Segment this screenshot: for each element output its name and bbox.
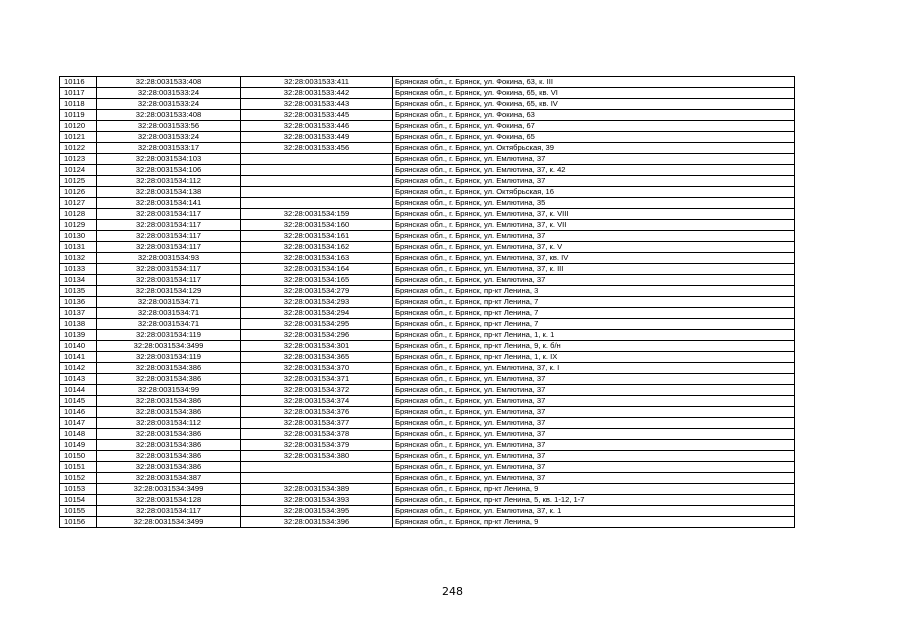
row-number-cell: 10123 (60, 154, 97, 165)
table-row (60, 363, 795, 374)
land-cadastral-number-cell: 32:28:0031534:112 (97, 418, 241, 429)
object-cadastral-number-cell (241, 473, 393, 484)
address-cell: Брянская обл., г. Брянск, ул. Емлютина, 37 (393, 418, 795, 429)
row-number-cell: 10148 (60, 429, 97, 440)
land-cadastral-number-cell: 32:28:0031533:24 (97, 99, 241, 110)
table-row (60, 209, 795, 220)
address-cell: Брянская обл., г. Брянск, пр-кт Ленина, 9 (393, 517, 795, 528)
land-cadastral-number-cell: 32:28:0031534:71 (97, 319, 241, 330)
land-cadastral-number-cell: 32:28:0031534:386 (97, 429, 241, 440)
table-row (60, 308, 795, 319)
object-cadastral-number-cell: 32:28:0031533:442 (241, 88, 393, 99)
object-cadastral-number-cell: 32:28:0031534:393 (241, 495, 393, 506)
address-cell: Брянская обл., г. Брянск, ул. Фокина, 63, к. III (393, 77, 795, 88)
row-number-cell: 10144 (60, 385, 97, 396)
address-cell: Брянская обл., г. Брянск, ул. Емлютина, 37 (393, 429, 795, 440)
object-cadastral-number-cell: 32:28:0031534:165 (241, 275, 393, 286)
object-cadastral-number-cell: 32:28:0031534:374 (241, 396, 393, 407)
table-row (60, 330, 795, 341)
table-row (60, 99, 795, 110)
address-cell: Брянская обл., г. Брянск, ул. Емлютина, 35 (393, 198, 795, 209)
address-cell: Брянская обл., г. Брянск, ул. Емлютина, 37 (393, 451, 795, 462)
table-row (60, 286, 795, 297)
object-cadastral-number-cell: 32:28:0031534:371 (241, 374, 393, 385)
row-number-cell: 10156 (60, 517, 97, 528)
object-cadastral-number-cell: 32:28:0031534:395 (241, 506, 393, 517)
object-cadastral-number-cell: 32:28:0031534:162 (241, 242, 393, 253)
object-cadastral-number-cell (241, 198, 393, 209)
table-row (60, 429, 795, 440)
land-cadastral-number-cell: 32:28:0031534:128 (97, 495, 241, 506)
object-cadastral-number-cell: 32:28:0031533:411 (241, 77, 393, 88)
land-cadastral-number-cell: 32:28:0031534:3499 (97, 484, 241, 495)
land-cadastral-number-cell: 32:28:0031534:117 (97, 264, 241, 275)
object-cadastral-number-cell: 32:28:0031534:301 (241, 341, 393, 352)
address-cell: Брянская обл., г. Брянск, ул. Емлютина, 37 (393, 407, 795, 418)
row-number-cell: 10124 (60, 165, 97, 176)
address-cell: Брянская обл., г. Брянск, ул. Фокина, 63 (393, 110, 795, 121)
table-row (60, 484, 795, 495)
object-cadastral-number-cell: 32:28:0031534:377 (241, 418, 393, 429)
table-row (60, 396, 795, 407)
object-cadastral-number-cell: 32:28:0031534:380 (241, 451, 393, 462)
land-cadastral-number-cell: 32:28:0031534:138 (97, 187, 241, 198)
land-cadastral-number-cell: 32:28:0031534:119 (97, 330, 241, 341)
table-row (60, 451, 795, 462)
address-cell: Брянская обл., г. Брянск, ул. Фокина, 65, кв. VI (393, 88, 795, 99)
land-cadastral-number-cell: 32:28:0031534:93 (97, 253, 241, 264)
row-number-cell: 10129 (60, 220, 97, 231)
table-row (60, 176, 795, 187)
land-cadastral-number-cell: 32:28:0031534:3499 (97, 341, 241, 352)
address-cell: Брянская обл., г. Брянск, ул. Емлютина, 37, к. 1 (393, 506, 795, 517)
address-cell: Брянская обл., г. Брянск, ул. Емлютина, 37 (393, 176, 795, 187)
address-cell: Брянская обл., г. Брянск, ул. Емлютина, 37 (393, 231, 795, 242)
object-cadastral-number-cell: 32:28:0031534:161 (241, 231, 393, 242)
table-row (60, 341, 795, 352)
address-cell: Брянская обл., г. Брянск, пр-кт Ленина, 9 (393, 484, 795, 495)
land-cadastral-number-cell: 32:28:0031534:112 (97, 176, 241, 187)
table-row (60, 132, 795, 143)
address-cell: Брянская обл., г. Брянск, ул. Емлютина, 37 (393, 385, 795, 396)
land-cadastral-number-cell: 32:28:0031534:129 (97, 286, 241, 297)
land-cadastral-number-cell: 32:28:0031534:386 (97, 451, 241, 462)
table-row (60, 198, 795, 209)
object-cadastral-number-cell: 32:28:0031534:296 (241, 330, 393, 341)
table-row (60, 352, 795, 363)
table-row (60, 220, 795, 231)
table-row (60, 319, 795, 330)
land-cadastral-number-cell: 32:28:0031533:56 (97, 121, 241, 132)
land-cadastral-number-cell: 32:28:0031534:386 (97, 462, 241, 473)
table-row (60, 418, 795, 429)
address-cell: Брянская обл., г. Брянск, ул. Октябрьская, 39 (393, 143, 795, 154)
address-cell: Брянская обл., г. Брянск, ул. Емлютина, 37, к. V (393, 242, 795, 253)
registry-table (59, 76, 795, 528)
object-cadastral-number-cell (241, 462, 393, 473)
object-cadastral-number-cell: 32:28:0031534:279 (241, 286, 393, 297)
address-cell: Брянская обл., г. Брянск, ул. Емлютина, 37, к. I (393, 363, 795, 374)
table-row (60, 297, 795, 308)
row-number-cell: 10120 (60, 121, 97, 132)
object-cadastral-number-cell: 32:28:0031534:159 (241, 209, 393, 220)
table-row (60, 462, 795, 473)
row-number-cell: 10155 (60, 506, 97, 517)
address-cell: Брянская обл., г. Брянск, пр-кт Ленина, 7 (393, 319, 795, 330)
object-cadastral-number-cell: 32:28:0031534:294 (241, 308, 393, 319)
address-cell: Брянская обл., г. Брянск, ул. Емлютина, 37, к. VII (393, 220, 795, 231)
row-number-cell: 10139 (60, 330, 97, 341)
object-cadastral-number-cell: 32:28:0031534:293 (241, 297, 393, 308)
address-cell: Брянская обл., г. Брянск, ул. Емлютина, 37 (393, 440, 795, 451)
row-number-cell: 10136 (60, 297, 97, 308)
object-cadastral-number-cell: 32:28:0031534:379 (241, 440, 393, 451)
address-cell: Брянская обл., г. Брянск, ул. Фокина, 65, кв. IV (393, 99, 795, 110)
object-cadastral-number-cell: 32:28:0031533:456 (241, 143, 393, 154)
object-cadastral-number-cell: 32:28:0031533:449 (241, 132, 393, 143)
object-cadastral-number-cell: 32:28:0031534:372 (241, 385, 393, 396)
table-row (60, 121, 795, 132)
row-number-cell: 10137 (60, 308, 97, 319)
address-cell: Брянская обл., г. Брянск, пр-кт Ленина, 7 (393, 308, 795, 319)
object-cadastral-number-cell: 32:28:0031534:365 (241, 352, 393, 363)
address-cell: Брянская обл., г. Брянск, ул. Емлютина, 37, кв. IV (393, 253, 795, 264)
object-cadastral-number-cell: 32:28:0031534:160 (241, 220, 393, 231)
address-cell: Брянская обл., г. Брянск, пр-кт Ленина, 5, кв. 1-12, 1-7 (393, 495, 795, 506)
address-cell: Брянская обл., г. Брянск, ул. Емлютина, 37, к. VIII (393, 209, 795, 220)
row-number-cell: 10145 (60, 396, 97, 407)
land-cadastral-number-cell: 32:28:0031533:408 (97, 110, 241, 121)
row-number-cell: 10150 (60, 451, 97, 462)
table-row (60, 374, 795, 385)
table-row (60, 495, 795, 506)
object-cadastral-number-cell (241, 176, 393, 187)
address-cell: Брянская обл., г. Брянск, ул. Емлютина, 37 (393, 396, 795, 407)
land-cadastral-number-cell: 32:28:0031534:103 (97, 154, 241, 165)
land-cadastral-number-cell: 32:28:0031534:141 (97, 198, 241, 209)
address-cell: Брянская обл., г. Брянск, ул. Октябрьская, 16 (393, 187, 795, 198)
land-cadastral-number-cell: 32:28:0031534:71 (97, 308, 241, 319)
land-cadastral-number-cell: 32:28:0031534:71 (97, 297, 241, 308)
table-row (60, 275, 795, 286)
address-cell: Брянская обл., г. Брянск, ул. Фокина, 67 (393, 121, 795, 132)
object-cadastral-number-cell: 32:28:0031534:295 (241, 319, 393, 330)
row-number-cell: 10141 (60, 352, 97, 363)
row-number-cell: 10140 (60, 341, 97, 352)
land-cadastral-number-cell: 32:28:0031534:117 (97, 231, 241, 242)
row-number-cell: 10116 (60, 77, 97, 88)
address-cell: Брянская обл., г. Брянск, ул. Емлютина, 37 (393, 275, 795, 286)
row-number-cell: 10149 (60, 440, 97, 451)
land-cadastral-number-cell: 32:28:0031534:117 (97, 220, 241, 231)
address-cell: Брянская обл., г. Брянск, ул. Емлютина, 37 (393, 154, 795, 165)
object-cadastral-number-cell: 32:28:0031534:376 (241, 407, 393, 418)
row-number-cell: 10133 (60, 264, 97, 275)
row-number-cell: 10153 (60, 484, 97, 495)
table-row (60, 506, 795, 517)
table-row (60, 143, 795, 154)
table-row (60, 440, 795, 451)
table-row (60, 154, 795, 165)
row-number-cell: 10151 (60, 462, 97, 473)
row-number-cell: 10142 (60, 363, 97, 374)
land-cadastral-number-cell: 32:28:0031534:387 (97, 473, 241, 484)
address-cell: Брянская обл., г. Брянск, ул. Фокина, 65 (393, 132, 795, 143)
land-cadastral-number-cell: 32:28:0031534:117 (97, 209, 241, 220)
table-row (60, 231, 795, 242)
address-cell: Брянская обл., г. Брянск, пр-кт Ленина, 1, к. IX (393, 352, 795, 363)
table-row (60, 242, 795, 253)
table-row (60, 187, 795, 198)
table-row (60, 77, 795, 88)
address-cell: Брянская обл., г. Брянск, ул. Емлютина, 37 (393, 473, 795, 484)
table-row (60, 88, 795, 99)
address-cell: Брянская обл., г. Брянск, ул. Емлютина, 37 (393, 374, 795, 385)
object-cadastral-number-cell: 32:28:0031534:396 (241, 517, 393, 528)
row-number-cell: 10131 (60, 242, 97, 253)
object-cadastral-number-cell (241, 187, 393, 198)
row-number-cell: 10121 (60, 132, 97, 143)
address-cell: Брянская обл., г. Брянск, ул. Емлютина, 37 (393, 462, 795, 473)
table-row (60, 253, 795, 264)
page-number: 248 (442, 585, 463, 598)
land-cadastral-number-cell: 32:28:0031534:119 (97, 352, 241, 363)
row-number-cell: 10135 (60, 286, 97, 297)
land-cadastral-number-cell: 32:28:0031533:17 (97, 143, 241, 154)
row-number-cell: 10119 (60, 110, 97, 121)
land-cadastral-number-cell: 32:28:0031533:24 (97, 132, 241, 143)
row-number-cell: 10152 (60, 473, 97, 484)
row-number-cell: 10126 (60, 187, 97, 198)
object-cadastral-number-cell: 32:28:0031534:378 (241, 429, 393, 440)
row-number-cell: 10122 (60, 143, 97, 154)
table-row (60, 264, 795, 275)
row-number-cell: 10118 (60, 99, 97, 110)
table-row (60, 517, 795, 528)
table-row (60, 407, 795, 418)
object-cadastral-number-cell: 32:28:0031534:389 (241, 484, 393, 495)
row-number-cell: 10125 (60, 176, 97, 187)
object-cadastral-number-cell: 32:28:0031533:446 (241, 121, 393, 132)
land-cadastral-number-cell: 32:28:0031534:386 (97, 374, 241, 385)
row-number-cell: 10117 (60, 88, 97, 99)
row-number-cell: 10147 (60, 418, 97, 429)
row-number-cell: 10130 (60, 231, 97, 242)
table-row (60, 110, 795, 121)
registry-table-body (60, 77, 795, 528)
object-cadastral-number-cell: 32:28:0031534:164 (241, 264, 393, 275)
land-cadastral-number-cell: 32:28:0031534:386 (97, 440, 241, 451)
land-cadastral-number-cell: 32:28:0031533:24 (97, 88, 241, 99)
row-number-cell: 10134 (60, 275, 97, 286)
land-cadastral-number-cell: 32:28:0031534:117 (97, 242, 241, 253)
row-number-cell: 10132 (60, 253, 97, 264)
address-cell: Брянская обл., г. Брянск, пр-кт Ленина, 7 (393, 297, 795, 308)
land-cadastral-number-cell: 32:28:0031534:386 (97, 407, 241, 418)
land-cadastral-number-cell: 32:28:0031534:386 (97, 363, 241, 374)
land-cadastral-number-cell: 32:28:0031534:117 (97, 506, 241, 517)
table-row (60, 473, 795, 484)
row-number-cell: 10154 (60, 495, 97, 506)
row-number-cell: 10143 (60, 374, 97, 385)
row-number-cell: 10128 (60, 209, 97, 220)
row-number-cell: 10127 (60, 198, 97, 209)
object-cadastral-number-cell: 32:28:0031533:445 (241, 110, 393, 121)
address-cell: Брянская обл., г. Брянск, пр-кт Ленина, 9, к. б/н (393, 341, 795, 352)
row-number-cell: 10146 (60, 407, 97, 418)
object-cadastral-number-cell (241, 165, 393, 176)
object-cadastral-number-cell: 32:28:0031534:163 (241, 253, 393, 264)
object-cadastral-number-cell: 32:28:0031534:370 (241, 363, 393, 374)
object-cadastral-number-cell (241, 154, 393, 165)
address-cell: Брянская обл., г. Брянск, ул. Емлютина, 37, к. III (393, 264, 795, 275)
land-cadastral-number-cell: 32:28:0031534:117 (97, 275, 241, 286)
land-cadastral-number-cell: 32:28:0031534:99 (97, 385, 241, 396)
address-cell: Брянская обл., г. Брянск, ул. Емлютина, 37, к. 42 (393, 165, 795, 176)
land-cadastral-number-cell: 32:28:0031534:106 (97, 165, 241, 176)
land-cadastral-number-cell: 32:28:0031533:408 (97, 77, 241, 88)
row-number-cell: 10138 (60, 319, 97, 330)
land-cadastral-number-cell: 32:28:0031534:3499 (97, 517, 241, 528)
land-cadastral-number-cell: 32:28:0031534:386 (97, 396, 241, 407)
object-cadastral-number-cell: 32:28:0031533:443 (241, 99, 393, 110)
address-cell: Брянская обл., г. Брянск, пр-кт Ленина, 3 (393, 286, 795, 297)
address-cell: Брянская обл., г. Брянск, пр-кт Ленина, 1, к. 1 (393, 330, 795, 341)
table-row (60, 165, 795, 176)
table-row (60, 385, 795, 396)
